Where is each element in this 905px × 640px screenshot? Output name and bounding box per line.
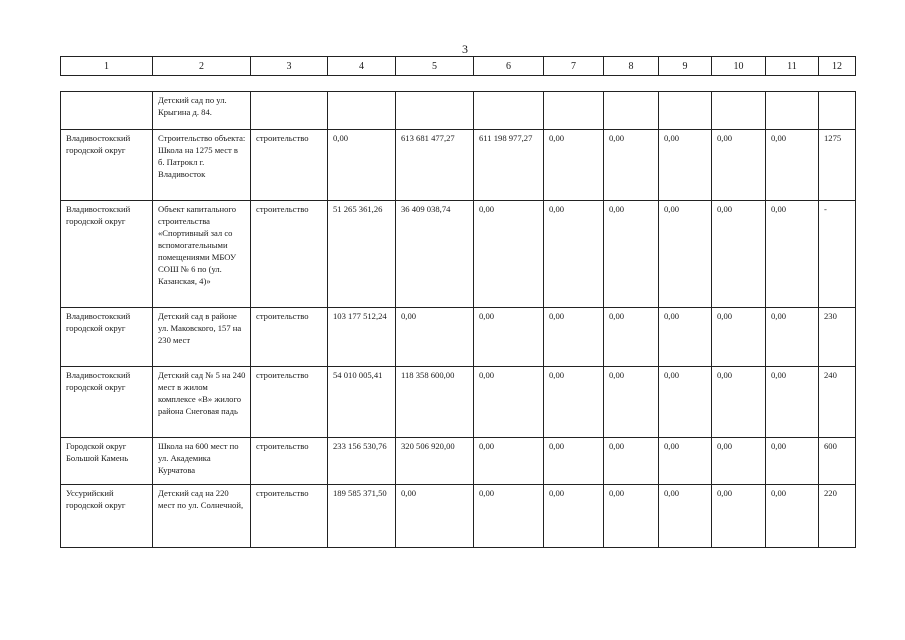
object-name-cell: Строительство объекта: Школа на 1275 мест в б. Патрокл г. Владивосток — [153, 130, 251, 201]
amount-cell: 0,00 — [544, 367, 604, 438]
amount-cell: 0,00 — [659, 485, 712, 548]
object-name-cell: Детский сад на 220 мест по ул. Солнечной, — [153, 485, 251, 548]
table-row — [61, 438, 856, 485]
column-number: 12 — [819, 57, 856, 76]
amount-cell: 0,00 — [396, 485, 474, 548]
amount-cell: 0,00 — [474, 438, 544, 485]
amount-cell: 0,00 — [474, 367, 544, 438]
amount-cell: 611 198 977,27 — [474, 130, 544, 201]
capacity-cell: 220 — [819, 485, 856, 548]
column-number: 7 — [544, 57, 604, 76]
amount-cell: 0,00 — [544, 130, 604, 201]
table-row — [61, 308, 856, 367]
capacity-cell: 230 — [819, 308, 856, 367]
amount-cell: 0,00 — [396, 308, 474, 367]
object-name-cell: Детский сад в районе ул. Маковского, 157 на 230 мест — [153, 308, 251, 367]
amount-cell: 54 010 005,41 — [328, 367, 396, 438]
amount-cell — [396, 92, 474, 130]
object-name-cell: Объект капитального строительства «Спортивный зал со вспомогательными помещениями МБОУ СОШ № 6 по (ул. Казанская, 4)» — [153, 201, 251, 308]
amount-cell: 0,00 — [604, 438, 659, 485]
amount-cell: 0,00 — [544, 438, 604, 485]
object-name-cell: Детский сад № 5 на 240 мест в жилом комплексе «В» жилого района Снеговая падь — [153, 367, 251, 438]
amount-cell: 233 156 530,76 — [328, 438, 396, 485]
amount-cell: 0,00 — [328, 130, 396, 201]
amount-cell: 0,00 — [659, 308, 712, 367]
work-type-cell — [251, 92, 328, 130]
table-row — [61, 201, 856, 308]
amount-cell — [544, 92, 604, 130]
table-row — [61, 92, 856, 130]
amount-cell: 0,00 — [766, 367, 819, 438]
capacity-cell: 600 — [819, 438, 856, 485]
amount-cell: 0,00 — [712, 130, 766, 201]
amount-cell: 0,00 — [604, 201, 659, 308]
amount-cell: 0,00 — [604, 485, 659, 548]
amount-cell: 0,00 — [544, 485, 604, 548]
column-number: 8 — [604, 57, 659, 76]
work-type-cell: строительство — [251, 130, 328, 201]
amount-cell: 0,00 — [474, 308, 544, 367]
amount-cell: 51 265 361,26 — [328, 201, 396, 308]
municipality-cell: Уссурийский городской округ — [61, 485, 153, 548]
page-number: 3 — [462, 42, 468, 56]
amount-cell — [659, 92, 712, 130]
column-number-header — [60, 56, 856, 76]
capacity-cell: - — [819, 201, 856, 308]
amount-cell: 0,00 — [544, 308, 604, 367]
work-type-cell: строительство — [251, 308, 328, 367]
table-row — [61, 367, 856, 438]
column-number: 9 — [659, 57, 712, 76]
table-row — [61, 485, 856, 548]
amount-cell: 0,00 — [712, 367, 766, 438]
amount-cell: 0,00 — [474, 485, 544, 548]
capacity-cell — [819, 92, 856, 130]
amount-cell: 0,00 — [712, 308, 766, 367]
amount-cell: 0,00 — [712, 485, 766, 548]
amount-cell: 0,00 — [766, 438, 819, 485]
amount-cell — [604, 92, 659, 130]
municipality-cell — [61, 92, 153, 130]
amount-cell — [474, 92, 544, 130]
amount-cell: 0,00 — [544, 201, 604, 308]
header-row — [61, 57, 856, 76]
amount-cell: 0,00 — [766, 308, 819, 367]
amount-cell: 0,00 — [659, 367, 712, 438]
column-number: 11 — [766, 57, 819, 76]
amount-cell: 613 681 477,27 — [396, 130, 474, 201]
amount-cell: 0,00 — [604, 308, 659, 367]
amount-cell — [712, 92, 766, 130]
column-number: 2 — [153, 57, 251, 76]
column-number: 6 — [474, 57, 544, 76]
amount-cell: 118 358 600,00 — [396, 367, 474, 438]
column-number: 10 — [712, 57, 766, 76]
capacity-cell: 1275 — [819, 130, 856, 201]
amount-cell: 0,00 — [766, 201, 819, 308]
amount-cell: 0,00 — [604, 130, 659, 201]
amount-cell — [328, 92, 396, 130]
municipality-cell: Владивостокский городской округ — [61, 201, 153, 308]
municipality-cell: Владивостокский городской округ — [61, 308, 153, 367]
amount-cell: 320 506 920,00 — [396, 438, 474, 485]
amount-cell: 189 585 371,50 — [328, 485, 396, 548]
table-body — [61, 92, 856, 548]
amount-cell: 36 409 038,74 — [396, 201, 474, 308]
amount-cell: 0,00 — [766, 130, 819, 201]
column-number: 3 — [251, 57, 328, 76]
work-type-cell: строительство — [251, 367, 328, 438]
amount-cell: 103 177 512,24 — [328, 308, 396, 367]
table-row — [61, 130, 856, 201]
amount-cell: 0,00 — [659, 438, 712, 485]
column-number: 5 — [396, 57, 474, 76]
amount-cell: 0,00 — [659, 130, 712, 201]
municipality-cell: Владивостокский городской округ — [61, 130, 153, 201]
work-type-cell: строительство — [251, 201, 328, 308]
object-name-cell: Школа на 600 мест по ул. Академика Курчатова — [153, 438, 251, 485]
work-type-cell: строительство — [251, 485, 328, 548]
amount-cell: 0,00 — [766, 485, 819, 548]
amount-cell: 0,00 — [712, 438, 766, 485]
municipality-cell: Городской округ Большой Камень — [61, 438, 153, 485]
work-type-cell: строительство — [251, 438, 328, 485]
amount-cell — [766, 92, 819, 130]
data-table — [60, 91, 856, 548]
capacity-cell: 240 — [819, 367, 856, 438]
amount-cell: 0,00 — [474, 201, 544, 308]
object-name-cell: Детский сад по ул. Крыгина д. 84. — [153, 92, 251, 130]
amount-cell: 0,00 — [659, 201, 712, 308]
amount-cell: 0,00 — [604, 367, 659, 438]
municipality-cell: Владивостокский городской округ — [61, 367, 153, 438]
amount-cell: 0,00 — [712, 201, 766, 308]
column-number: 1 — [61, 57, 153, 76]
column-number: 4 — [328, 57, 396, 76]
